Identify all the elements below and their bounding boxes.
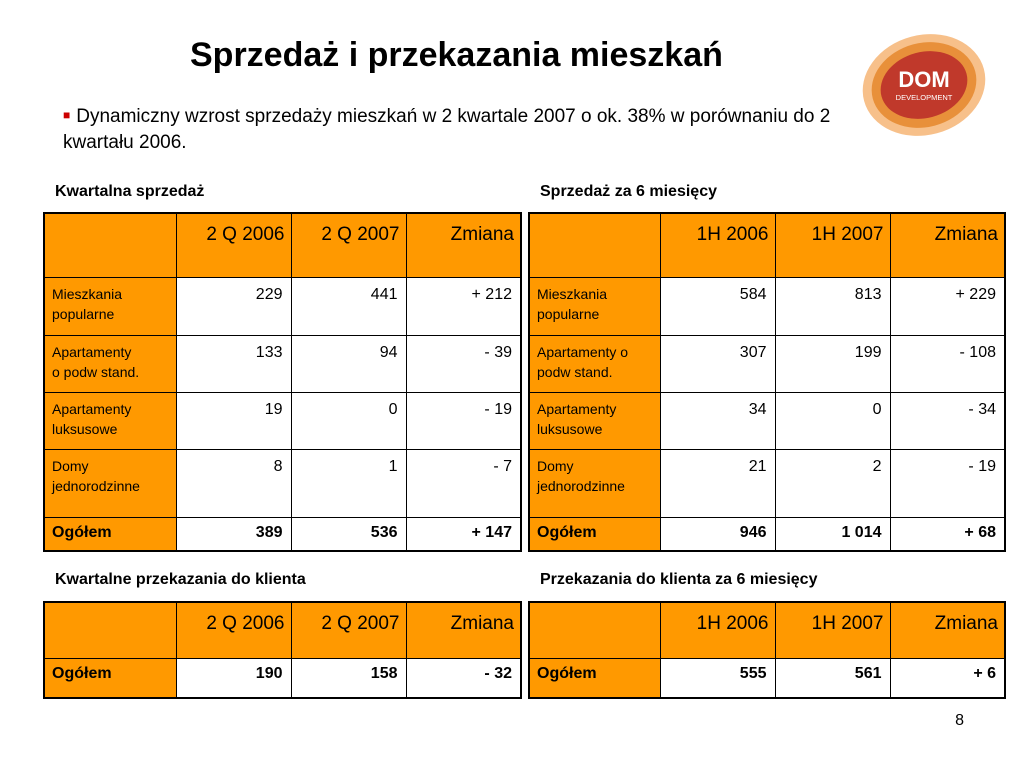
table-header-row bbox=[44, 602, 521, 658]
row-label: Ogółem bbox=[44, 658, 176, 698]
table-cell: - 39 bbox=[406, 335, 521, 392]
column-header: 2 Q 2007 bbox=[291, 213, 406, 277]
row-label: Ogółem bbox=[44, 517, 176, 551]
row-label: Domy jednorodzinne bbox=[529, 449, 660, 517]
row-label: Apartamenty o podw stand. bbox=[529, 335, 660, 392]
table-cell: - 7 bbox=[406, 449, 521, 517]
dom-development-logo bbox=[858, 30, 990, 140]
table-cell: + 229 bbox=[890, 277, 1005, 335]
table-cell: 190 bbox=[176, 658, 291, 698]
column-header: 2 Q 2006 bbox=[176, 213, 291, 277]
table-quarterly-handovers bbox=[43, 601, 522, 699]
bullet-point bbox=[63, 102, 843, 156]
table-cell: 555 bbox=[660, 658, 775, 698]
table-half-year-handovers bbox=[528, 601, 1006, 699]
table-header-row bbox=[529, 213, 1005, 277]
table-row bbox=[529, 277, 1005, 335]
row-label: Domy jednorodzinne bbox=[44, 449, 176, 517]
table-cell: + 6 bbox=[890, 658, 1005, 698]
logo-sub-text: DEVELOPMENT bbox=[895, 93, 953, 102]
table-cell: 561 bbox=[775, 658, 890, 698]
table-cell: 389 bbox=[176, 517, 291, 551]
row-label: Mieszkania popularne bbox=[44, 277, 176, 335]
table-cell: 19 bbox=[176, 392, 291, 449]
table-row bbox=[44, 449, 521, 517]
table-cell: + 68 bbox=[890, 517, 1005, 551]
table-cell: 94 bbox=[291, 335, 406, 392]
header-corner-cell bbox=[44, 602, 176, 658]
caption-half-year-handovers: Przekazania do klienta za 6 miesięcy bbox=[540, 571, 818, 588]
table-row bbox=[44, 277, 521, 335]
table-row bbox=[529, 449, 1005, 517]
table-row bbox=[44, 392, 521, 449]
column-header: 2 Q 2007 bbox=[291, 602, 406, 658]
column-header: Zmiana bbox=[406, 213, 521, 277]
table-cell: 229 bbox=[176, 277, 291, 335]
header-corner-cell bbox=[529, 602, 660, 658]
row-label: Apartamenty o podw stand. bbox=[44, 335, 176, 392]
row-label: Mieszkania popularne bbox=[529, 277, 660, 335]
column-header: 1H 2007 bbox=[775, 213, 890, 277]
table-half-year-sales bbox=[528, 212, 1006, 552]
row-label: Apartamenty luksusowe bbox=[529, 392, 660, 449]
caption-quarterly-handovers: Kwartalne przekazania do klienta bbox=[55, 571, 306, 588]
slide-title: Sprzedaż i przekazania mieszkań bbox=[190, 36, 723, 74]
caption-half-year-sales: Sprzedaż za 6 miesięcy bbox=[540, 183, 717, 200]
table-cell: 584 bbox=[660, 277, 775, 335]
table-cell: 441 bbox=[291, 277, 406, 335]
table-cell: - 19 bbox=[406, 392, 521, 449]
bullet-square-icon: ■ bbox=[63, 108, 71, 122]
table-total-row bbox=[529, 517, 1005, 551]
row-label: Apartamenty luksusowe bbox=[44, 392, 176, 449]
table-cell: 1 014 bbox=[775, 517, 890, 551]
table-cell: 536 bbox=[291, 517, 406, 551]
table-cell: 2 bbox=[775, 449, 890, 517]
table-total-row bbox=[529, 658, 1005, 698]
column-header: 1H 2006 bbox=[660, 213, 775, 277]
table-cell: - 19 bbox=[890, 449, 1005, 517]
table-cell: 21 bbox=[660, 449, 775, 517]
row-label: Ogółem bbox=[529, 658, 660, 698]
table-cell: 307 bbox=[660, 335, 775, 392]
column-header: 1H 2007 bbox=[775, 602, 890, 658]
table-cell: + 212 bbox=[406, 277, 521, 335]
column-header: 1H 2006 bbox=[660, 602, 775, 658]
table-quarterly-sales bbox=[43, 212, 522, 552]
table-header-row bbox=[529, 602, 1005, 658]
header-corner-cell bbox=[529, 213, 660, 277]
column-header: Zmiana bbox=[890, 602, 1005, 658]
bullet-text: Dynamiczny wzrost sprzedaży mieszkań w 2 kwartale 2007 o ok. 38% w porównaniu do 2 kwartału 2006. bbox=[63, 106, 831, 153]
table-cell: 199 bbox=[775, 335, 890, 392]
column-header: 2 Q 2006 bbox=[176, 602, 291, 658]
caption-quarterly-sales: Kwartalna sprzedaż bbox=[55, 183, 205, 200]
table-cell: + 147 bbox=[406, 517, 521, 551]
table-cell: 813 bbox=[775, 277, 890, 335]
page-number: 8 bbox=[955, 712, 964, 729]
table-cell: 133 bbox=[176, 335, 291, 392]
header-corner-cell bbox=[44, 213, 176, 277]
table-row bbox=[44, 335, 521, 392]
table-row bbox=[529, 335, 1005, 392]
table-cell: 34 bbox=[660, 392, 775, 449]
table-total-row bbox=[44, 658, 521, 698]
table-cell: 946 bbox=[660, 517, 775, 551]
logo-main-text: DOM bbox=[898, 67, 950, 92]
table-cell: 8 bbox=[176, 449, 291, 517]
table-cell: - 34 bbox=[890, 392, 1005, 449]
table-cell: - 32 bbox=[406, 658, 521, 698]
table-cell: 158 bbox=[291, 658, 406, 698]
table-cell: 0 bbox=[291, 392, 406, 449]
row-label: Ogółem bbox=[529, 517, 660, 551]
table-total-row bbox=[44, 517, 521, 551]
column-header: Zmiana bbox=[406, 602, 521, 658]
table-cell: 0 bbox=[775, 392, 890, 449]
table-cell: 1 bbox=[291, 449, 406, 517]
column-header: Zmiana bbox=[890, 213, 1005, 277]
table-cell: - 108 bbox=[890, 335, 1005, 392]
table-row bbox=[529, 392, 1005, 449]
table-header-row bbox=[44, 213, 521, 277]
